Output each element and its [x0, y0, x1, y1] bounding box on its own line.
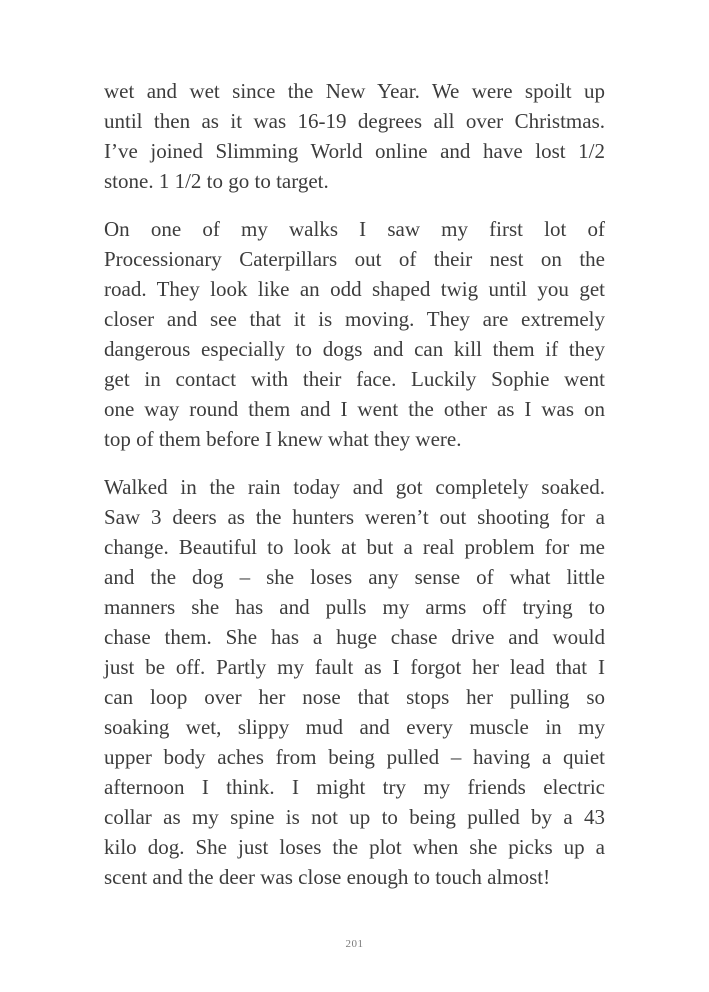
text-line: stone. 1 1/2 to go to target. [104, 169, 329, 193]
text-line: Saw 3 deers as the hunters weren’t out shooting for a [104, 505, 605, 529]
text-block [104, 76, 605, 892]
text-line: can loop over her nose that stops her pulling so [104, 685, 605, 709]
text-line: collar as my spine is not up to being pulled by a 43 [104, 805, 605, 829]
page-number: 201 [345, 938, 364, 950]
text-line: On one of my walks I saw my first lot of [104, 217, 605, 241]
text-line: get in contact with their face. Luckily Sophie went [104, 367, 605, 391]
text-line: kilo dog. She just loses the plot when she picks up a [104, 835, 605, 859]
text-line: manners she has and pulls my arms off trying to [104, 595, 605, 619]
text-line: one way round them and I went the other as I was on [104, 397, 605, 421]
text-line: I’ve joined Slimming World online and have lost 1/2 [104, 139, 605, 163]
text-line: and the dog – she loses any sense of what little [104, 565, 605, 589]
text-line: until then as it was 16-19 degrees all over Christmas. [104, 109, 605, 133]
text-line: road. They look like an odd shaped twig until you get [104, 277, 605, 301]
text-line: Walked in the rain today and got completely soaked. [104, 475, 605, 499]
text-line: closer and see that it is moving. They are extremely [104, 307, 605, 331]
text-line: afternoon I think. I might try my friends electric [104, 775, 605, 799]
paragraph [104, 214, 605, 454]
paragraph [104, 472, 605, 892]
text-line: just be off. Partly my fault as I forgot her lead that I [104, 655, 605, 679]
text-line: change. Beautiful to look at but a real problem for me [104, 535, 605, 559]
text-line: dangerous especially to dogs and can kill them if they [104, 337, 605, 361]
text-line: top of them before I knew what they were. [104, 427, 462, 451]
text-line: soaking wet, slippy mud and every muscle in my [104, 715, 605, 739]
text-line: wet and wet since the New Year. We were spoilt up [104, 79, 605, 103]
text-line: Processionary Caterpillars out of their nest on the [104, 247, 605, 271]
text-line: upper body aches from being pulled – having a quiet [104, 745, 605, 769]
text-line: chase them. She has a huge chase drive and would [104, 625, 605, 649]
text-line: scent and the deer was close enough to touch almost! [104, 865, 551, 889]
paragraph [104, 76, 605, 196]
